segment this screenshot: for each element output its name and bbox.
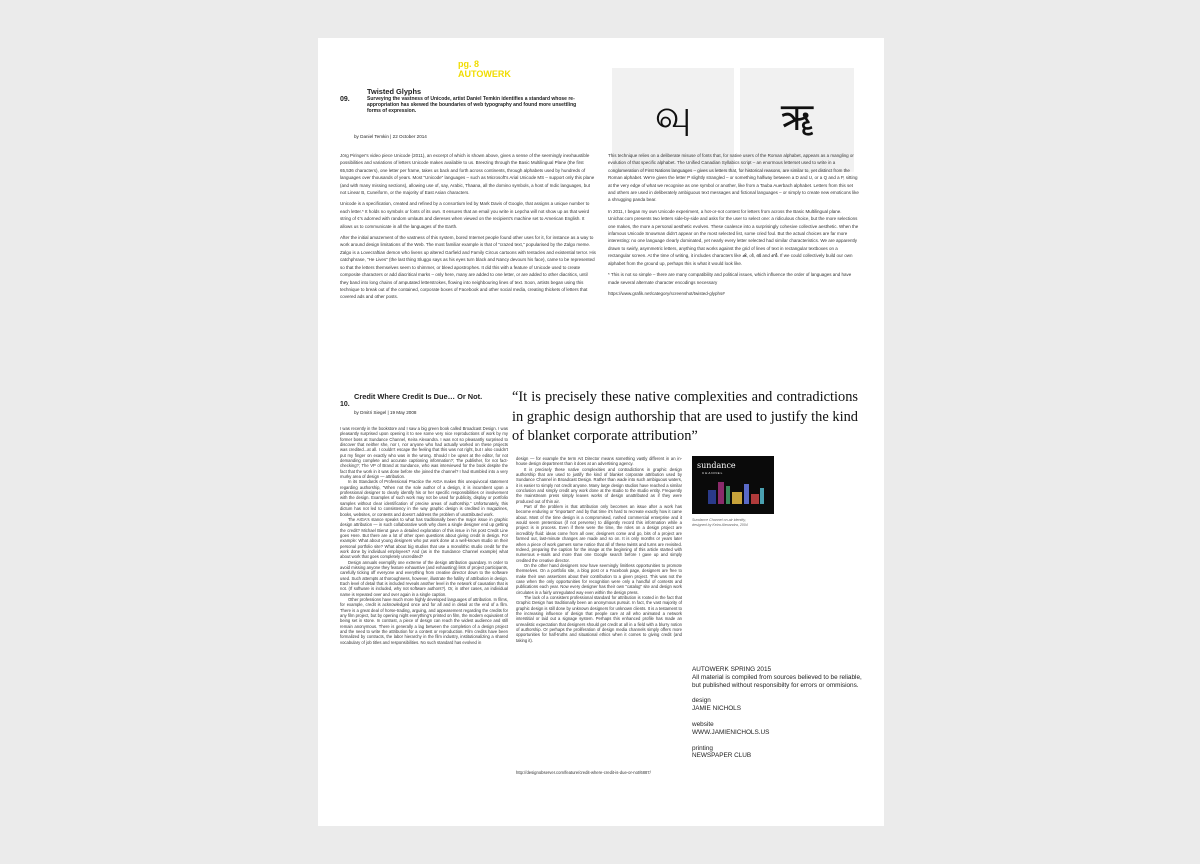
website-link[interactable]: WWW.JAMIENICHOLS.US [692, 728, 770, 736]
paragraph: design — for example the term Art Director means something vastly different in an in-house design department than it does at an advertising agency. [516, 456, 682, 467]
spacer [692, 689, 872, 697]
color-block [726, 486, 730, 504]
design-credit: JAMIE NICHOLS [692, 705, 742, 713]
source-link[interactable]: https://www.grafik.net/category/screenshot/twisted-glyphs# [608, 290, 725, 296]
channel-subtitle: CHANNEL [702, 471, 724, 475]
paragraph: Jörg Piringer's video piece Unicode (2011), an excerpt of which is shown above, gives a sense of the seemingly inexhaustible possibilities and variations of letters Unicode makes available to us. Breezing through the Basic Multilingual Plane (the first 65,536 characters), one letter per frame, takes us back and forth across continents, through alphabets used by hundreds of languages over thousands of years. Most "Unicode" languages – such as Microsoft's Arial Unicode MS – support only this plane (and with many missing sections), allowing use of, say, Arabic, Thaana, all the domino symbols, a host of Indic languages, but not Linear B, Cuneiform, or the majority of East Asian characters. [340, 153, 595, 196]
sundance-logo: sundance [697, 461, 736, 470]
paragraph: In its Standards of Professional Practice the AIGA makes this unequivocal statement regarding authorship, "When not the sole author of a design, it is incumbent upon a professional designer to clearly identify his or her specific responsibilities or involvement with the design. Examples of such work may not be used for publicity, display or portfolio samples without clear identification of precise areas of authorship." Unfortunately, this dictum has not led to consistency in the way graphic design is credited in magazines, books, websites, or contests and doesn't address the problem of unattributed work. [340, 479, 508, 517]
pull-quote: “It is precisely these native complexities and contradictions in graphic design authorship that are used to justify the kind of blanket corporate attribution” [512, 389, 858, 444]
spacer [692, 737, 872, 745]
paragraph: On the other hand designers now have seemingly limitless opportunities to promote themselves. On a portfolio site, a blog post or a Facebook page, designers are free to make their own assertions about their contribution to a given project. This was not the case when the only opportunities for recognition were only a handful of contests and publications each year. Now every designer has their own "catalog" site and design work circulates in a fairly unregulated way even within the design press. [516, 562, 682, 595]
paragraph: The AIGA's stance speaks to what has traditionally been the major issue in graphic design attribution — in such collaborative work why does a single designer end up getting the credit? Michael Bierut gave a detailed exploration of this issue in his post Credit Line goes Here. But there are a lot of other open questions about giving credit in design. For example: What about young designers who put work done at a well-known studio on their personal portfolio site? What about big studios that use a monolithic studio credit for the work done by individual employees? And (as in the Sundance Channel example) what about work that goes completely uncredited? [340, 516, 508, 560]
printing-label: printing [692, 744, 713, 752]
article-title: Twisted Glyphs [367, 87, 422, 96]
caption-line: Sundance Channel on-air identity, [692, 518, 746, 522]
paragraph: This technique relies on a deliberate misuse of fonts that, for native users of the Roman alphabet, appears as a mangling or evolution of that specific alphabet. The Unified Canadian Syllabics script – an enormous letterset used to write in a conglomeration of First Nations languages – gives us letters that, for historical reasons, are similar to, yet distinct from the Roman alphabet. We're given the letter P slightly strangled – or something halfway between a D and U, or a Q and a P, sitting at the very edge of what we recognise as one symbol or another, like from a Tauba Auerbach alphabet. Letters from this set and others are used in deliberately ambiguous text messages and fictional languages – or simply to create new emoticons like a shrugging panda bear. [608, 153, 859, 203]
paragraph: It is precisely these native complexities and contradictions in graphic design authorship that are used to justify the kind of blanket corporate attribution used by Sundance Channel in Broadcast Design. Rather than wade into such ambiguous waters, it is easier to simply not credit anyone. Many large design studios have reached a similar conclusion and simply credit any work done at the studio to the studio entity. Frequently the mainstream press simply leaves works of design unattributed as if they were produced out of thin air. [516, 466, 682, 504]
article-byline: by Dmitri Siegel | 19 May 2008 [354, 410, 417, 415]
article-number: 10. [340, 401, 350, 408]
paragraph: Part of the problem is that attribution only becomes an issue after a work has become enduring or "important" and by that time it's hard to recreate exactly how it came about. Most of the time design is a compromised, rushed commercial enterprise and it would seem pretentious (if not perverse) to diligently record this information while a project is in process. Even if there were the time, the roles on a design project are incredibly fluid: ideas come from all over, designers come and go, bits of a project are farmed out, last-minute changes are made and so on. It is only months or years later when a piece of work garners some notice that all of these twists and turns are revisited. Indeed, preparing the caption for the image at the beginning of this article started with numerous e-mails and more than one Google search before I gave up and simply credited the creative director. [516, 504, 682, 563]
page-number: pg. 8 [458, 59, 480, 69]
article-body-col1 [340, 426, 508, 818]
paragraph: The lack of a consistent professional standard for attribution is rooted in the fact that Graphic Design has traditionally been an anonymous pursuit. In fact, the vast majority of graphic design is still done by unknown designers for unknown clients. It is a testament to the increasing influence of design that people care at all who animated a network interstitial or laid out a signage system. Perhaps this enhanced profile has made an unrealistic expectation that designers should get credit at all in a field with a blurry notion of authorship. Or perhaps the proliferation of design media channels simply offers more opportunities for half-truths and situational ethics when it comes to giving credit (and taking it). [516, 594, 682, 643]
printing-credit: NEWSPAPER CLUB [692, 752, 752, 760]
paragraph: In 2011, I began my own Unicode experiment, a hot-or-not contest for letters from across the Basic Multilingual plane. Unichar.com presents two letters side-by-side and asks for the user to select one: a ridiculous choice, but the more selections one makes, the more a personal aesthetic evolves. These coalesce into a surprisingly cohesive collective aesthetic. When the infamous Unicode Snowman didn't appear on the most selected list, some cried foul. But the actual choices are far more interesting: no one language clearly dominated, yet nearly every letter selected had similar characteristics. We are apparently drawn to swirly, asymmetric letters, anything that works against the grid of lines of text in rectangular textboxes on a rectangular screen. At the time of writing, it includes characters like ൿ, ൾ, ൽ and ൺ. If we could collectively build our own alphabet from the ground up, perhaps this is what it would look like. [608, 208, 859, 266]
tamil-glyph: வு [654, 92, 692, 136]
devanagari-glyph: ॠ [780, 95, 814, 139]
article-dek: Surveying the vastness of Unicode, artist Daniel Temkin identifies a standard whose re-appropriation has skewed the boundaries of web typography and found more unsettling forms of expression. [367, 96, 577, 114]
spacer [692, 713, 872, 721]
color-block [718, 482, 724, 504]
paragraph: After the initial amazement of the vastness of this system, bored Internet people found other uses for it, for instance as a way to work around design limitations of the Web. The most familiar example is that of "crazed text," popularised by the Zalgo meme. Zalgo is a Lovecraftian demon who livens up altered Garfield and Family Circus cartoons with tentacles and existential terror. His catchphrase, "He Lives" (the last thing Sluggo says as his eyes turn black and Nancy devours his face), came to be represented so that the letters themselves seem to shimmer, or bleed apostrophes. It did this with a feature of Unicode used to create composite characters or add diacritical marks – only here, many are added to one letter, or are added to other diacritics, until they band into long chains of amputated letterstrokes, flowing into neighbouring lines of text. Soon, artists began using this technique to break out of the contained, corporate boxes of Facebook and other social media, creating thickets of letters that covered ads and other posts. [340, 235, 596, 300]
caption-line: designed by Keira Alexandra, 2004 [692, 522, 748, 527]
disclaimer: All material is compiled from sources believed to be reliable, but published without responsibilty for errors or ommisions. [692, 673, 862, 689]
article-body-col1 [340, 152, 596, 368]
image-caption [692, 518, 802, 528]
article-number: 09. [340, 96, 350, 103]
paragraph: I was recently in the bookstore and I saw a big green book called Broadcast Design. I was pleasantly surprised upon opening it to see some very nice reproductions of work by my former boss at Sundance Channel, Keira Alexandra. I was not so pleasantly surprised to discover that neither she, nor I, nor anyone who had actually worked on these projects was credited...at all. I couldn't escape the feeling that this was not right, but I also couldn't put my finger on exactly who was in the wrong. Should I be upset at the editor, for not demanding complete and accurate captioning information?; The publisher, for not fact-checking?; The VP of Brand at Sundance, who was interviewed for the book despite the fact that the work in it was done before she joined the channel? I had stumbled into a very murky area of design — attribution. [340, 426, 508, 480]
color-block [760, 488, 764, 504]
sundance-channel-image [692, 456, 774, 514]
issue-name: AUTOWERK SPRING 2015 [692, 666, 772, 673]
color-block [744, 484, 749, 504]
color-block [708, 490, 716, 504]
design-label: design [692, 697, 711, 705]
color-block [751, 494, 759, 504]
colophon [692, 666, 872, 760]
color-block [732, 492, 742, 504]
paragraph: Other professions have much more highly developed languages of attribution. In films, for example, credit is acknowledged once and for all and in detail at the end of a film. There is a great deal of horse-trading, arguing, and appeasement regarding the credits for any film project, but by opening night everything's printed on film, the modern equivalent of being set in stone. In contrast, a piece of design can reach the widest audience and still remain anonymous. There is generally a lag between the completion of a design project and the need to write the attribution for a contest or reproduction. Film credits have been formalized by contracts, the labor hierarchy in the film industry, institutionalizing a shared vocabulary of job titles and responsibilities. No such standard has evolved in [340, 597, 508, 645]
article-source-link[interactable]: http://designobserver.com/feature/credit-where-credit-is-due-or-not/6887/ [516, 770, 651, 775]
newspaper-page [318, 38, 884, 826]
article-body-col2 [608, 152, 860, 362]
page-header [458, 59, 511, 79]
section-name: AUTOWERK [458, 69, 511, 79]
paragraph: Design annuals exemplify one extreme of the design attribution quandary. In order to avoid missing anyone they feature exhaustive (and exhausting) lists of project participants, carefully ticking off everyone and everything from creative director down to the software used. Such attempts at thoroughness, however, illustrate the futility of attribution in design. Each level of detail that is included reveals another level in the network of causation that is not. (If software is included, why not software authors?). Or, in other cases, an individual name is repeated over and over again in a single caption. [340, 559, 508, 597]
article-title: Credit Where Credit Is Due… Or Not. [354, 392, 483, 401]
paragraph: Unicode is a specification, created and refined by a consortium led by Mark Davis of Google, that assigns a unique number to each letter.* It holds no symbols or fonts of its own. It ensures that an email you write in Lepcha will not show up as that weird string of ¢'s adorned with random umlauts and diereses when viewed on the recipient's machine set to American English. It allows us to communicate in all the languages of the Earth. [340, 201, 590, 229]
website-label: website [692, 720, 714, 728]
footnote: * This is not so simple – there are many compatibility and political issues, which influence the order of languages and have made several alternate character encodings necessary [608, 272, 852, 285]
article-byline: by Daniel Temkin | 22 October 2014 [354, 134, 427, 139]
article-body-col2 [516, 456, 682, 766]
